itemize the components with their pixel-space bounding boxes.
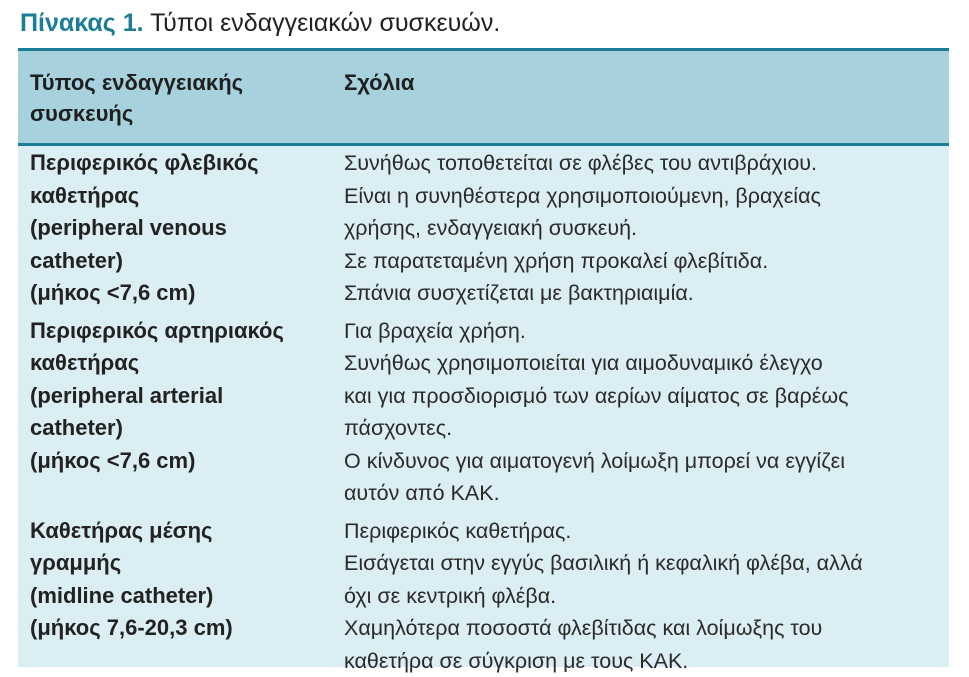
comment-line: Είναι η συνηθέστερα χρησιμοποιούμενη, βραχείας bbox=[344, 180, 944, 213]
device-line: catheter) bbox=[30, 245, 338, 278]
header-line: συσκευής bbox=[30, 98, 338, 129]
comment-line: Εισάγεται στην εγγύς βασιλική ή κεφαλική φλέβα, αλλά bbox=[344, 547, 944, 580]
device-line: (peripheral venous bbox=[30, 212, 338, 245]
table-caption bbox=[20, 7, 500, 39]
device-line: Περιφερικός φλεβικός bbox=[30, 147, 338, 180]
comment-line: όχι σε κεντρική φλέβα. bbox=[344, 580, 944, 613]
device-line: Καθετήρας μέσης bbox=[30, 515, 338, 548]
devices-table bbox=[18, 48, 949, 667]
device-line: catheter) bbox=[30, 412, 338, 445]
table-row bbox=[18, 147, 949, 310]
device-line: (peripheral arterial bbox=[30, 380, 338, 413]
comment-line: Σπάνια συσχετίζεται με βακτηριαιμία. bbox=[344, 277, 944, 310]
comment-line: Ο κίνδυνος για αιματογενή λοίμωξη μπορεί να εγγίζει bbox=[344, 445, 944, 478]
comments-cell bbox=[338, 515, 944, 677]
comment-line: Σε παρατεταμένη χρήση προκαλεί φλεβίτιδα. bbox=[344, 245, 944, 278]
comment-line: και για προσδιορισμό των αερίων αίματος σε βαρέως bbox=[344, 380, 944, 413]
device-line: (μήκος 7,6-20,3 cm) bbox=[30, 612, 338, 645]
table-body bbox=[18, 146, 949, 667]
table-row bbox=[18, 315, 949, 510]
header-line: Τύπος ενδαγγειακής bbox=[30, 67, 338, 98]
device-line: (μήκος <7,6 cm) bbox=[30, 445, 338, 478]
comment-line: καθετήρα σε σύγκριση με τους ΚΑΚ. bbox=[344, 645, 944, 677]
comment-line: Περιφερικός καθετήρας. bbox=[344, 515, 944, 548]
comments-cell bbox=[338, 147, 944, 310]
header-device-type bbox=[18, 51, 338, 143]
header-comments bbox=[338, 51, 414, 143]
table-row bbox=[18, 515, 949, 677]
comment-line: χρήσης, ενδαγγειακή συσκευή. bbox=[344, 212, 944, 245]
device-line: καθετήρας bbox=[30, 180, 338, 213]
comment-line: αυτόν από ΚΑΚ. bbox=[344, 477, 944, 510]
device-line: καθετήρας bbox=[30, 347, 338, 380]
comment-line: Για βραχεία χρήση. bbox=[344, 315, 944, 348]
device-cell bbox=[18, 315, 338, 510]
device-line: Περιφερικός αρτηριακός bbox=[30, 315, 338, 348]
caption-title: Τύποι ενδαγγειακών συσκευών. bbox=[150, 9, 500, 37]
header-line: Σχόλια bbox=[344, 67, 414, 98]
comment-line: Συνήθως τοποθετείται σε φλέβες του αντιβράχιου. bbox=[344, 147, 944, 180]
device-cell bbox=[18, 515, 338, 677]
device-line: (midline catheter) bbox=[30, 580, 338, 613]
comments-cell bbox=[338, 315, 944, 510]
table-header bbox=[18, 51, 949, 146]
caption-label: Πίνακας 1. bbox=[20, 9, 144, 37]
comment-line: Συνήθως χρησιμοποιείται για αιμοδυναμικό έλεγχο bbox=[344, 347, 944, 380]
comment-line: Χαμηλότερα ποσοστά φλεβίτιδας και λοίμωξης του bbox=[344, 612, 944, 645]
comment-line: πάσχοντες. bbox=[344, 412, 944, 445]
device-cell bbox=[18, 147, 338, 310]
device-line: (μήκος <7,6 cm) bbox=[30, 277, 338, 310]
device-line: γραμμής bbox=[30, 547, 338, 580]
